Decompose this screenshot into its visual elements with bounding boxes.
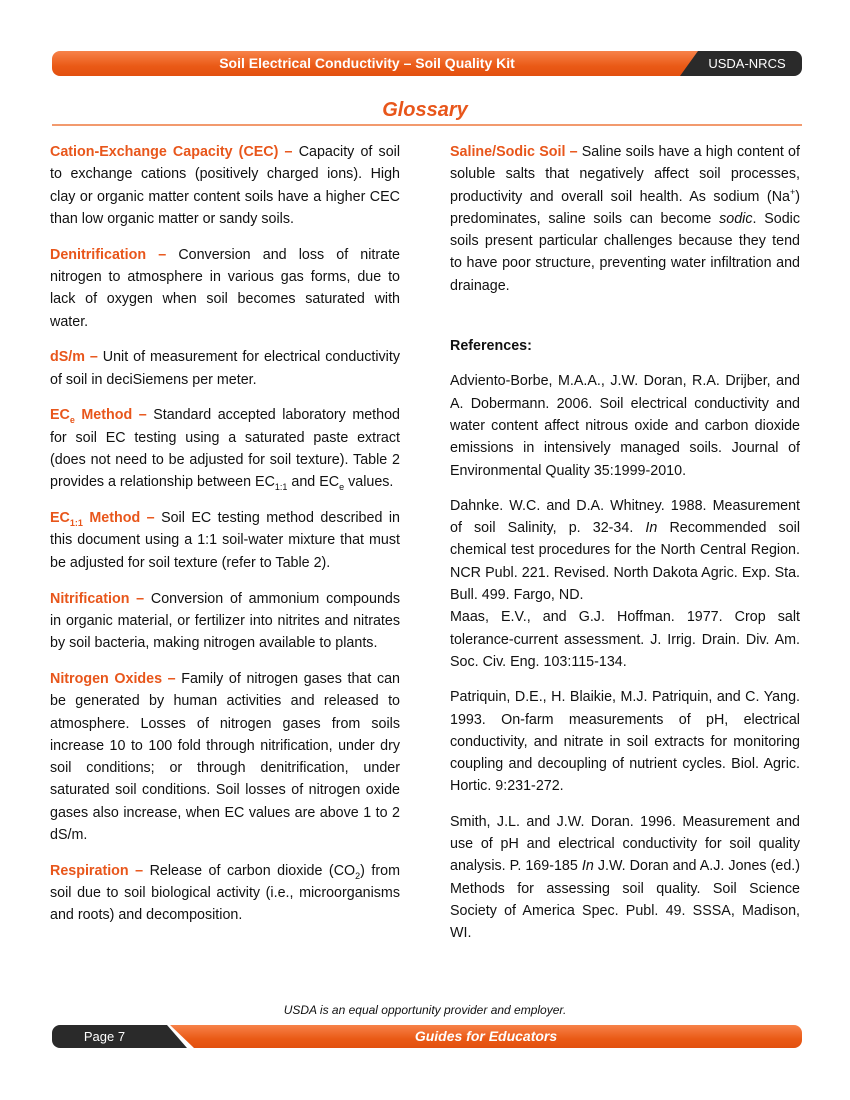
glossary-term: dS/m – bbox=[50, 349, 98, 366]
glossary-term: Saline/Sodic Soil – bbox=[450, 144, 578, 160]
glossary-entry-nitrogen-oxides bbox=[50, 668, 400, 846]
glossary-entry-ec11-method bbox=[50, 507, 400, 574]
glossary-definition: Unit of measurement for electrical conductivity of soil in deciSiemens per meter. bbox=[50, 349, 400, 388]
reference-item bbox=[450, 811, 800, 945]
term-main: EC bbox=[50, 407, 70, 424]
term-subscript: e bbox=[69, 415, 75, 426]
definition-part: Saline soils have a high content of soluble salts that negatively affect soil processes, productivity and overall soil health. As sodium (Na bbox=[450, 144, 800, 205]
reference-item: Adviento-Borbe, M.A.A., J.W. Doran, R.A. Drijber, and A. Dobermann. 2006. Soil electrical conductivity and water content affect nitrous oxide and carbon dioxide emissions in intensively managed soils. Journal of Environmental Quality 35:1999-2010. bbox=[450, 373, 800, 479]
glossary-entry-nitrification bbox=[50, 588, 400, 655]
glossary-term: Nitrogen Oxides – bbox=[50, 670, 176, 687]
footer-bar bbox=[52, 1025, 802, 1048]
definition-part: Release of carbon dioxide (CO bbox=[149, 862, 356, 879]
glossary-definition: Soil EC testing method described in this document using a 1:1 soil-water mixture that must be adjusted for soil texture (refer to Table 2). bbox=[50, 510, 400, 571]
glossary-definition: Conversion of ammonium compounds in organic material, or fertilizer into nitrites and nitrates by soil bacteria, making nitrogen available to plants. bbox=[50, 590, 400, 652]
reference-part: Dahnke. W.C. and D.A. Whitney. 1988. Measurement of soil Salinity, p. 32-34. bbox=[450, 497, 800, 537]
footer-series-title: Guides for Educators bbox=[414, 1028, 558, 1044]
glossary-definition: Conversion and loss of nitrate nitrogen to atmosphere in various gas forms, due to lack of oxygen when soil becomes saturated with water. bbox=[50, 246, 401, 330]
glossary-entry-saline-sodic bbox=[450, 141, 800, 297]
term-rest: Method – bbox=[74, 407, 147, 424]
definition-part: and EC bbox=[287, 474, 340, 491]
reference-item: Patriquin, D.E., H. Blaikie, M.J. Patriquin, and C. Yang. 1993. On-farm measurements of pH, electrical conductivity, and nitrate in soil extracts for monitoring coupling and decoupling of nutrient cycles. Biol. Agric. Hortic. 9:231-272. bbox=[450, 689, 800, 795]
glossary-definition: Family of nitrogen gases that can be generated by human activities and released to atmosphere. Losses of nitrogen gases from soils increase 10 to 100 fold through nitrification, under dry soil conditions; or through denitrification, under saturated soil conditions. Soil losses of nitrogen oxide gases also increase, when EC values are above 1 to 2 dS/m. bbox=[50, 670, 400, 844]
definition-part: ) from soil due to soil biological activity (i.e., microorganisms and roots) and decomposition. bbox=[50, 862, 400, 924]
page-title: Glossary bbox=[382, 99, 468, 121]
definition-italic: sodic bbox=[719, 210, 753, 227]
glossary-definition: Capacity of soil to exchange cations (positively charged ions). High clay or organic matter content soils have a higher CEC than low organic matter or sandy soils. bbox=[50, 144, 401, 227]
glossary-term bbox=[50, 510, 155, 529]
definition-subscript: e bbox=[339, 482, 345, 493]
glossary-term: Nitrification – bbox=[50, 590, 145, 607]
reference-item bbox=[450, 495, 800, 673]
glossary-term: Respiration – bbox=[50, 862, 144, 879]
left-column bbox=[50, 141, 400, 940]
definition-part: Standard accepted laboratory method for soil EC testing using a saturated paste extract (does not need to be adjusted for soil texture). Table 2 provides a relationship between EC bbox=[50, 407, 401, 491]
definition-superscript: + bbox=[789, 186, 796, 197]
reference-part: Maas, E.V., and G.J. Hoffman. 1977. Crop salt tolerance-current assessment. J. Irrig. Drain. Div. Am. Soc. Civ. Eng. 103:115-134. bbox=[450, 609, 800, 670]
definition-subscript: 2 bbox=[355, 870, 361, 881]
references-heading: References: bbox=[450, 338, 532, 355]
definition-part: ) predominates, saline soils can become bbox=[450, 188, 800, 227]
reference-part: Recommended soil chemical test procedures for the North Central Region. NCR Publ. 221. Revised. North Dakota Agric. Exp. Sta. Bull. 499. Fargo, ND. bbox=[450, 520, 800, 604]
term-main: EC bbox=[50, 510, 70, 527]
reference-italic: In bbox=[645, 520, 658, 537]
equal-opportunity-statement: USDA is an equal opportunity provider and employer. bbox=[283, 1003, 567, 1017]
definition-subscript: 1:1 bbox=[274, 482, 288, 493]
definition-part: values. bbox=[344, 474, 394, 491]
glossary-entry-respiration bbox=[50, 860, 400, 927]
glossary-entry-cec bbox=[50, 141, 400, 230]
term-subscript: 1:1 bbox=[69, 518, 83, 529]
reference-part: Smith, J.L. and J.W. Doran. 1996. Measurement and use of pH and electrical conductivity for soil quality analysis. P. 169-185 bbox=[450, 813, 800, 875]
glossary-term bbox=[50, 407, 147, 426]
glossary-entry-denitrification bbox=[50, 244, 400, 333]
header-title: Soil Electrical Conductivity – Soil Quality Kit bbox=[219, 55, 515, 71]
header-brand: USDA-NRCS bbox=[708, 56, 786, 71]
term-rest: Method – bbox=[82, 510, 155, 527]
reference-italic: In bbox=[581, 858, 594, 875]
glossary-definition bbox=[450, 144, 800, 294]
glossary-entry-dsm bbox=[50, 346, 400, 391]
header-bar bbox=[52, 51, 802, 76]
reference-part: J.W. Doran and A.J. Jones (ed.) Methods for assessing soil quality. Soil Science Society of America Spec. Publ. 49. SSSA, Madison, WI. bbox=[450, 858, 800, 942]
glossary-term: Denitrification – bbox=[50, 246, 167, 263]
glossary-entry-ece-method bbox=[50, 404, 400, 493]
definition-part: . Sodic soils present particular challenges because they tend to have poor structure, preventing water infiltration and drainage. bbox=[450, 210, 800, 294]
right-column bbox=[450, 141, 800, 958]
glossary-term: Cation-Exchange Capacity (CEC) – bbox=[50, 144, 293, 160]
title-divider bbox=[52, 124, 802, 126]
page-number: Page 7 bbox=[83, 1029, 126, 1044]
